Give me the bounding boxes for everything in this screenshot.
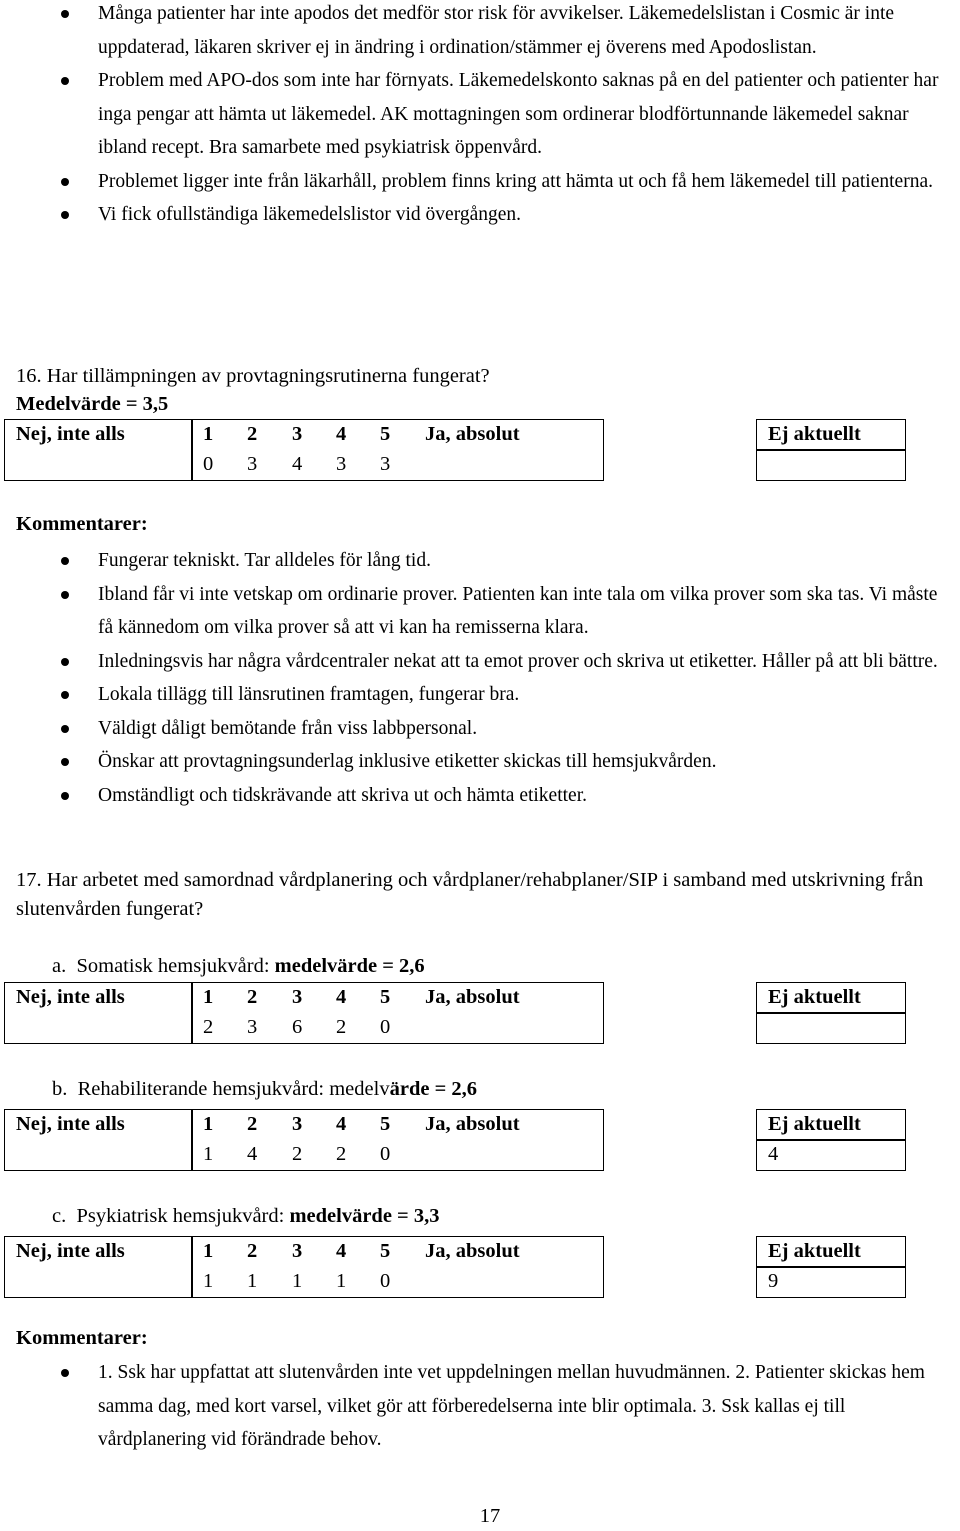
- rating-table-q17c: [4, 1236, 906, 1298]
- list-item-text: Många patienter har inte apodos det medför stor risk för avvikelser. Läkemedelslistan i Cosmic är inte uppdaterad, läkaren skriver ej in ändring i ordination/stämmer ej överens med Apodoslistan.: [98, 3, 895, 58]
- sub-mean: ärde = 2,6: [389, 1078, 477, 1100]
- rating-table-divider: [191, 419, 193, 481]
- list-item: [0, 779, 960, 813]
- scale-left-label: Nej, inte alls: [16, 986, 125, 1008]
- bullet-icon: [61, 1369, 69, 1377]
- list-item-text: Väldigt dåligt bemötande från viss labbpersonal.: [98, 717, 478, 739]
- na-box-divider: [756, 1266, 906, 1268]
- rating-table-divider: [191, 1109, 193, 1171]
- value-1: 2: [203, 1016, 214, 1038]
- sub-question-c: [52, 1202, 439, 1231]
- comments-heading-q16: Kommentarer:: [16, 513, 148, 535]
- scale-left-label: Nej, inte alls: [16, 1113, 125, 1135]
- list-item: [0, 544, 960, 578]
- scale-3: 3: [292, 1240, 303, 1262]
- scale-2: 2: [247, 423, 258, 445]
- comments-list-q17: [0, 1356, 960, 1457]
- scale-5: 5: [380, 1113, 391, 1135]
- scale-4: 4: [336, 986, 347, 1008]
- sub-mean: medelvärde = 3,3: [289, 1205, 440, 1227]
- scale-right-label: Ja, absolut: [425, 1113, 520, 1135]
- list-item-text: Problem med APO-dos som inte har förnyats. Läkemedelskonto saknas på en del patienter och patienter har inga pengar att hämta ut läkemedel. AK mottagningen som ordinerar blodförtunnande läkemedel saknar ibland recept. Bra samarbete med psykiatrisk öppenvård.: [98, 70, 939, 158]
- value-2: 4: [247, 1143, 258, 1165]
- value-5: 0: [380, 1016, 391, 1038]
- list-item-text: Ibland får vi inte vetskap om ordinarie prover. Patienten kan inte tala om vilka prover som ska tas. Vi måste få kännedom om vilka prover så att vi kan ha remisserna klara.: [98, 583, 938, 638]
- value-3: 1: [292, 1270, 303, 1292]
- list-item: [0, 0, 960, 64]
- question-16-title: 16. Har tillämpningen av provtagningsrutinerna fungerat?: [16, 365, 490, 387]
- scale-1: 1: [203, 1113, 214, 1135]
- na-label: Ej aktuellt: [768, 423, 861, 445]
- scale-right-label: Ja, absolut: [425, 986, 520, 1008]
- scale-3: 3: [292, 1113, 303, 1135]
- list-item: [0, 745, 960, 779]
- scale-3: 3: [292, 986, 303, 1008]
- list-item: [0, 1356, 960, 1457]
- na-box-divider: [756, 1139, 906, 1141]
- value-3: 2: [292, 1143, 303, 1165]
- scale-2: 2: [247, 1113, 258, 1135]
- bullet-icon: [61, 792, 69, 800]
- value-5: 0: [380, 1143, 391, 1165]
- sub-label: Rehabiliterande hemsjukvård: medelv: [77, 1078, 390, 1100]
- value-2: 1: [247, 1270, 258, 1292]
- bullet-icon: [61, 725, 69, 733]
- na-value: 4: [768, 1143, 779, 1165]
- list-item: [0, 64, 960, 165]
- list-item-text: Problemet ligger inte från läkarhåll, problem finns kring att hämta ut och få hem läkemedel till patienterna.: [98, 170, 933, 192]
- list-item-text: Omständligt och tidskrävande att skriva ut och hämta etiketter.: [98, 784, 587, 806]
- bullet-icon: [61, 658, 69, 666]
- scale-4: 4: [336, 1240, 347, 1262]
- scale-5: 5: [380, 423, 391, 445]
- na-label: Ej aktuellt: [768, 986, 861, 1008]
- scale-2: 2: [247, 1240, 258, 1262]
- bullet-icon: [61, 557, 69, 565]
- sub-letter: c.: [52, 1205, 67, 1227]
- scale-4: 4: [336, 423, 347, 445]
- sub-letter: a.: [52, 955, 67, 977]
- value-5: 3: [380, 453, 391, 475]
- sub-label: Psykiatrisk hemsjukvård:: [76, 1205, 285, 1227]
- sub-mean: medelvärde = 2,6: [274, 955, 425, 977]
- rating-table-divider: [191, 982, 193, 1044]
- scale-3: 3: [292, 423, 303, 445]
- scale-1: 1: [203, 986, 214, 1008]
- scale-4: 4: [336, 1113, 347, 1135]
- value-4: 2: [336, 1143, 347, 1165]
- value-1: 1: [203, 1270, 214, 1292]
- bullet-icon: [61, 758, 69, 766]
- value-1: 0: [203, 453, 214, 475]
- list-item: [0, 198, 960, 232]
- bullet-icon: [61, 77, 69, 85]
- top-bullet-list: [0, 0, 960, 232]
- scale-right-label: Ja, absolut: [425, 423, 520, 445]
- scale-2: 2: [247, 986, 258, 1008]
- scale-1: 1: [203, 423, 214, 445]
- scale-5: 5: [380, 1240, 391, 1262]
- list-item-text: Önskar att provtagningsunderlag inklusive etiketter skickas till hemsjukvården.: [98, 751, 717, 772]
- rating-table-q17a: [4, 982, 906, 1044]
- list-item: [0, 645, 960, 679]
- bullet-icon: [61, 591, 69, 599]
- value-4: 3: [336, 453, 347, 475]
- bullet-icon: [61, 10, 69, 18]
- sub-letter: b.: [52, 1078, 68, 1100]
- bullet-icon: [61, 211, 69, 219]
- scale-1: 1: [203, 1240, 214, 1262]
- rating-table-q16: [4, 419, 906, 481]
- na-label: Ej aktuellt: [768, 1113, 861, 1135]
- list-item: [0, 712, 960, 746]
- rating-table-divider: [191, 1236, 193, 1298]
- value-2: 3: [247, 1016, 258, 1038]
- list-item-text: Vi fick ofullständiga läkemedelslistor vid övergången.: [98, 204, 522, 225]
- value-2: 3: [247, 453, 258, 475]
- scale-left-label: Nej, inte alls: [16, 423, 125, 445]
- value-3: 4: [292, 453, 303, 475]
- na-label: Ej aktuellt: [768, 1240, 861, 1262]
- value-4: 1: [336, 1270, 347, 1292]
- page-number: 17: [479, 1505, 501, 1527]
- list-item: [0, 578, 960, 645]
- list-item-text: Fungerar tekniskt. Tar alldeles för lång tid.: [98, 550, 431, 571]
- value-4: 2: [336, 1016, 347, 1038]
- value-5: 0: [380, 1270, 391, 1292]
- list-item: [0, 165, 960, 199]
- na-value: 9: [768, 1270, 779, 1292]
- na-box-divider: [756, 449, 906, 451]
- list-item-text: Inledningsvis har några vårdcentraler nekat att ta emot prover och skriva ut etiketter. Håller på att bli bättre.: [98, 650, 938, 672]
- question-17-title: 17. Har arbetet med samordnad vårdplanering och vårdplaner/rehabplaner/SIP i samband med utskrivning från slutenvården fungerat?: [16, 869, 924, 920]
- rating-table-q17b: [4, 1109, 906, 1171]
- scale-5: 5: [380, 986, 391, 1008]
- na-box-divider: [756, 1012, 906, 1014]
- sub-question-b: [52, 1075, 477, 1104]
- list-item-text: 1. Ssk har uppfattat att slutenvården inte vet uppdelningen mellan huvudmännen. 2. Patienter skickas hem samma dag, med kort varsel, vilket gör att förberedelserna inte blir optimala. 3. Ssk kallas ej till vårdplanering vid förändrade behov.: [98, 1362, 925, 1450]
- comments-list-q16: [0, 544, 960, 812]
- comments-heading-q17: Kommentarer:: [16, 1327, 148, 1349]
- sub-label: Somatisk hemsjukvård:: [76, 955, 270, 977]
- list-item-text: Lokala tillägg till länsrutinen framtagen, fungerar bra.: [98, 684, 520, 705]
- value-3: 6: [292, 1016, 303, 1038]
- value-1: 1: [203, 1143, 214, 1165]
- question-16-mean: Medelvärde = 3,5: [16, 393, 169, 415]
- bullet-icon: [61, 691, 69, 699]
- bullet-icon: [61, 178, 69, 186]
- scale-right-label: Ja, absolut: [425, 1240, 520, 1262]
- list-item: [0, 678, 960, 712]
- sub-question-a: [52, 952, 425, 981]
- scale-left-label: Nej, inte alls: [16, 1240, 125, 1262]
